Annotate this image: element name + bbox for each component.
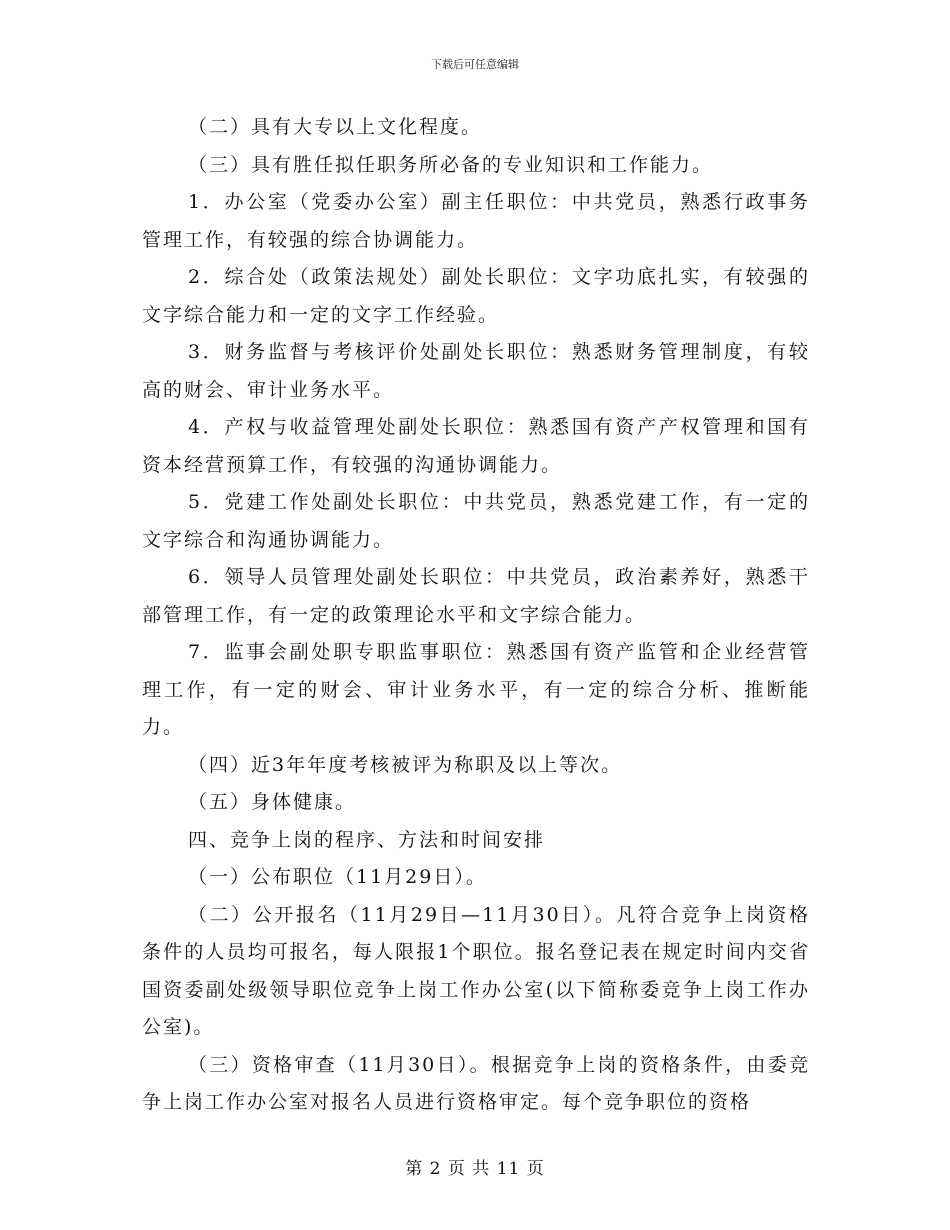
paragraph-item-6: 6．领导人员管理处副处长职位：中共党员，政治素养好，熟悉干部管理工作，有一定的政策理论水平和文字综合能力。	[142, 566, 810, 626]
paragraph-3: （三）具有胜任拟任职务所必备的专业知识和工作能力。	[188, 153, 714, 176]
step-1-paragraph: （一）公布职位（11月29日）。	[188, 866, 487, 888]
paragraph-4: （四）近3年年度考核被评为称职及以上等次。	[188, 753, 623, 776]
paragraph-item-7: 7．监事会副处职专职监事职位：熟悉国有资产监管和企业经营管理工作，有一定的财会、审计业务水平，有一定的综合分析、推断能力。	[142, 641, 810, 738]
paragraph-item-4: 4．产权与收益管理处副处长职位：熟悉国有资产产权管理和国有资本经营预算工作，有较强的沟通协调能力。	[142, 416, 810, 476]
document-body	[142, 109, 810, 1122]
section-heading-4: 四、竞争上岗的程序、方法和时间安排	[188, 828, 546, 851]
page-number-footer: 第 2 页 共 11 页	[405, 1159, 545, 1179]
paragraph-2: （二）具有大专以上文化程度。	[188, 116, 483, 138]
step-3-paragraph: （三）资格审查（11月30日）。根据竞争上岗的资格条件，由委竞争上岗工作办公室对报名人员进行资格审定。每个竞争职位的资格	[142, 1053, 810, 1113]
paragraph-item-5: 5．党建工作处副处长职位：中共党员，熟悉党建工作，有一定的文字综合和沟通协调能力。	[142, 491, 810, 551]
paragraph-item-3: 3．财务监督与考核评价处副处长职位：熟悉财务管理制度，有较高的财会、审计业务水平。	[142, 341, 810, 401]
paragraph-item-2: 2．综合处（政策法规处）副处长职位：文字功底扎实，有较强的文字综合能力和一定的文字工作经验。	[142, 266, 810, 326]
paragraph-5: （五）身体健康。	[188, 791, 357, 813]
page-header-note: 下载后可任意编辑	[431, 58, 519, 71]
step-2-paragraph: （二）公开报名（11月29日—11月30日）。凡符合竞争上岗资格条件的人员均可报名，每人限报1个职位。报名登记表在规定时间内交省国资委副处级领导职位竞争上岗工作办公室(以下简称委竞争上岗工作办公室)。	[142, 903, 810, 1038]
paragraph-item-1: 1．办公室（党委办公室）副主任职位：中共党员，熟悉行政事务管理工作，有较强的综合协调能力。	[142, 191, 810, 251]
